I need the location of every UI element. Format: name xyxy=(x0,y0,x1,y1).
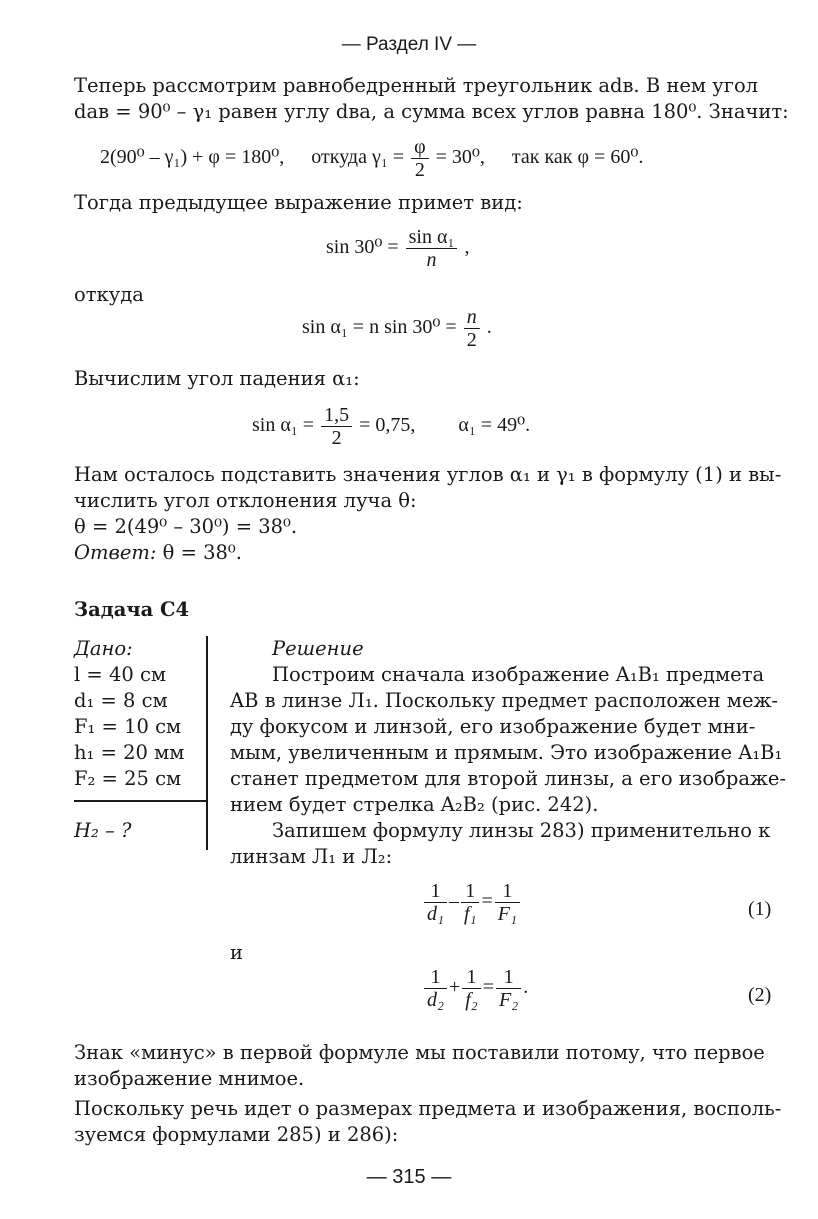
fraction-denominator: 2 xyxy=(464,328,480,351)
answer-value: θ = 38⁰. xyxy=(156,541,242,564)
lens-formula-2 xyxy=(422,966,528,1011)
fraction-numerator: 1 xyxy=(430,966,441,988)
solution-line: линзам Л₁ и Л₂: xyxy=(230,845,393,868)
fraction-denominator: 2 xyxy=(411,158,429,181)
fraction-denominator: f₁ xyxy=(461,902,480,925)
equation-tail: . xyxy=(523,976,529,999)
paragraph-line: Теперь рассмотрим равнобедренный треугольник adв. В нем угол xyxy=(74,74,759,97)
given-divider xyxy=(74,800,206,802)
fraction xyxy=(495,880,520,925)
fraction xyxy=(424,880,447,925)
equation-sin-alpha xyxy=(302,306,492,351)
running-header: — Раздел IV — xyxy=(341,34,477,55)
fraction-numerator: φ xyxy=(414,136,426,158)
paragraph-line: числить угол отклонения луча θ: xyxy=(74,489,417,512)
solution-line: нием будет стрелка A₂B₂ (рис. 242). xyxy=(230,793,599,816)
fraction xyxy=(424,966,447,1011)
fraction-numerator: n xyxy=(466,306,477,328)
equation-tail: , xyxy=(464,236,470,259)
fraction-numerator: sin α₁ xyxy=(408,226,455,248)
fraction-numerator: 1 xyxy=(465,880,476,902)
word-i: и xyxy=(230,941,243,964)
answer-line xyxy=(74,540,242,566)
fraction-denominator: d₁ xyxy=(424,902,447,925)
equation-mid-tail: = 30⁰, xyxy=(435,146,485,169)
given-item: h₁ = 20 мм xyxy=(74,741,185,764)
find-item: H₂ – ? xyxy=(74,819,132,842)
fraction xyxy=(321,404,352,449)
fraction-numerator: 1 xyxy=(502,880,513,902)
paragraph-line: θ = 2(49⁰ – 30⁰) = 38⁰. xyxy=(74,515,298,538)
paragraph-line: изображение мнимое. xyxy=(74,1067,305,1090)
equation-right: так как φ = 60⁰. xyxy=(511,146,644,169)
fraction-denominator: f₂ xyxy=(462,988,481,1011)
fraction xyxy=(464,306,480,351)
paragraph-line: Тогда предыдущее выражение примет вид: xyxy=(74,191,523,214)
operator: = xyxy=(481,890,493,913)
fraction xyxy=(411,136,429,181)
given-vertical-rule xyxy=(206,636,208,850)
equation-right: α₁ = 49⁰. xyxy=(458,414,531,437)
fraction-denominator: 2 xyxy=(321,426,352,449)
given-item: d₁ = 8 см xyxy=(74,689,168,712)
answer-label: Ответ: xyxy=(74,541,157,564)
equation-number: (2) xyxy=(748,984,772,1006)
fraction-denominator: d₂ xyxy=(424,988,447,1011)
equation-angle-sum xyxy=(100,136,643,181)
solution-line: ду фокусом и линзой, его изображение будет мни- xyxy=(230,715,756,738)
lens-formula-1 xyxy=(422,880,522,925)
equation-mid: откуда γ₁ = xyxy=(311,146,405,169)
equation-left: sin 30⁰ = xyxy=(326,236,399,259)
equation-number: (1) xyxy=(748,898,772,920)
solution-line: Построим сначала изображение A₁B₁ предмета xyxy=(272,663,765,686)
fraction-numerator: 1 xyxy=(503,966,514,988)
solution-line: станет предметом для второй линзы, а его изображе- xyxy=(230,767,787,790)
paragraph-line: Знак «минус» в первой формуле мы поставили потому, что первое xyxy=(74,1041,765,1064)
given-item: l = 40 см xyxy=(74,663,167,686)
paragraph-line: зуемся формулами 285) и 286): xyxy=(74,1123,399,1146)
equation-tail: = 0,75, xyxy=(359,414,416,437)
equation-left: sin α₁ = n sin 30⁰ = xyxy=(302,316,457,339)
equation-snell xyxy=(326,226,469,271)
fraction-denominator: n xyxy=(406,248,458,271)
solution-line: мым, увеличенным и прямым. Это изображение A₁B₁ xyxy=(230,741,783,764)
given-item: F₁ = 10 см xyxy=(74,715,182,738)
operator: + xyxy=(448,976,461,999)
fraction-denominator: F₁ xyxy=(495,902,520,925)
operator: = xyxy=(482,976,495,999)
fraction-numerator: 1 xyxy=(430,880,441,902)
fraction-numerator: 1 xyxy=(466,966,477,988)
given-label: Дано: xyxy=(74,637,133,660)
solution-label: Решение xyxy=(272,637,364,660)
paragraph-line: Нам осталось подставить значения углов α₁ и γ₁ в формулу (1) и вы- xyxy=(74,463,782,486)
paragraph-line: Поскольку речь идет о размерах предмета и изображения, восполь- xyxy=(74,1097,782,1120)
page-number: — 315 — xyxy=(366,1166,452,1188)
fraction xyxy=(406,226,458,271)
equation-calc-alpha xyxy=(252,404,530,449)
fraction xyxy=(496,966,521,1011)
paragraph-line: Вычислим угол падения α₁: xyxy=(74,367,360,390)
fraction-numerator: 1,5 xyxy=(324,404,350,426)
equation-left: sin α₁ = xyxy=(252,414,315,437)
solution-line: AB в линзе Л₁. Поскольку предмет расположен меж- xyxy=(230,689,779,712)
word-otkuda: откуда xyxy=(74,283,144,306)
solution-line: Запишем формулу линзы 283) применительно к xyxy=(272,819,771,842)
fraction xyxy=(462,966,481,1011)
paragraph-line: daв = 90⁰ – γ₁ равен углу dва, а сумма всех углов равна 180⁰. Значит: xyxy=(74,100,789,123)
given-item: F₂ = 25 см xyxy=(74,767,182,790)
task-title: Задача С4 xyxy=(74,598,190,621)
fraction-denominator: F₂ xyxy=(496,988,521,1011)
equation-tail: . xyxy=(486,316,492,339)
equation-left: 2(90⁰ – γ₁) + φ = 180⁰, xyxy=(100,146,285,169)
fraction xyxy=(461,880,480,925)
operator: – xyxy=(448,890,459,913)
